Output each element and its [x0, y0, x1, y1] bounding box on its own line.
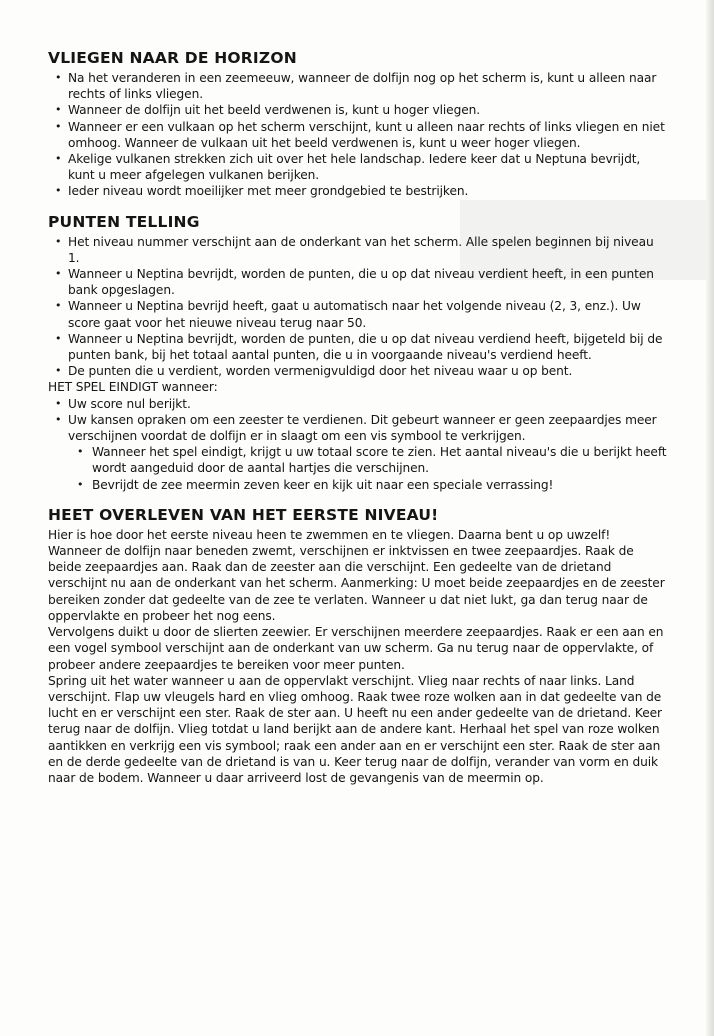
bullet-icon: •	[55, 103, 62, 117]
list-item: • Het niveau nummer verschijnt aan de onderkant van het scherm. Alle spelen beginnen bij niveau 1.	[55, 234, 654, 265]
bullet-icon: •	[77, 445, 84, 459]
list-item: • De punten die u verdient, worden vermenigvuldigd door het niveau waar u op bent.	[55, 364, 573, 379]
bullet-icon: •	[55, 412, 62, 426]
list-item: • Akelige vulkanen strekken zich uit over het hele landschap. Iedere keer dat u Neptuna bevrijdt, kunt u meer afgelegen vulkanen berijken.	[55, 152, 641, 183]
list-item: • Wanneer u Neptina bevrijdt, worden de punten, die u op dat niveau verdiend heeft, bijgeteld bij de punten bank, bij het totaal aantal punten, die u in voorgaande niveau's verdiend heeft.	[55, 331, 663, 363]
game-end-list	[48, 396, 668, 445]
list-item: • Wanneer u Neptina bevrijdt, worden de punten, die u op dat niveau verdient heeft, in een punten bank opgeslagen.	[55, 267, 654, 298]
page-edge	[706, 0, 714, 1036]
bullet-icon: •	[55, 119, 62, 133]
section-scoring	[48, 212, 668, 493]
section-heading: VLIEGEN NAAR DE HORIZON	[48, 49, 297, 67]
paragraph: Vervolgens duikt u door de slierten zeewier. Er verschijnen meerdere zeepaardjes. Raak er een aan en een vogel symbool verschijnt aan de onderkant van uw scherm. Ga nu terug naar de oppervlakte, of probeer andere zeepaardjes te bereiken voor meer punten.	[48, 625, 664, 672]
list-item: • Bevrijdt de zee meermin zeven keer en kijk uit naar een speciale verrassing!	[77, 477, 554, 492]
bullet-icon: •	[55, 331, 62, 345]
paragraph: Hier is hoe door het eerste niveau heen te zwemmen en te vliegen. Daarna bent u op uwzelf!	[48, 527, 611, 542]
list-item: • Wanneer het spel eindigt, krijgt u uw totaal score te zien. Het aantal niveau's die u berijkt heeft wordt aangeduid door de aantal hartjes die verschijnen.	[77, 445, 667, 476]
section-flying	[48, 48, 668, 200]
bullet-icon: •	[55, 184, 62, 198]
sub-bullet-list	[48, 444, 668, 493]
list-item: • Wanneer u Neptina bevrijd heeft, gaat u automatisch naar het volgende niveau (2, 3, enz.). Uw score gaat voor het nieuwe niveau terug naar 50.	[55, 299, 641, 330]
list-item: • Ieder niveau wordt moeilijker met meer grondgebied te bestrijken.	[55, 184, 469, 199]
list-item: • Wanneer de dolfijn uit het beeld verdwenen is, kunt u hoger vliegen.	[55, 103, 480, 118]
bullet-icon: •	[55, 152, 62, 166]
bullet-icon: •	[55, 267, 62, 281]
bullet-icon: •	[55, 71, 62, 84]
list-item: • Wanneer er een vulkaan op het scherm verschijnt, kunt u alleen naar rechts of links vliegen en niet omhoog. Wanneer de vulkaan uit het beeld verdwenen is, kunt u weer hoger vliegen.	[55, 119, 665, 150]
list-item: • Uw score nul berijkt.	[55, 396, 191, 411]
bullet-icon: •	[55, 299, 62, 313]
bullet-list	[48, 70, 668, 200]
bullet-icon: •	[55, 364, 62, 378]
paragraph: Wanneer de dolfijn naar beneden zwemt, verschijnen er inktvissen en twee zeepaardjes. Raak de beide zeepaardjes aan. Raak dan de zeester aan die verschijnt. Een gedeelte van de drietand verschijnt nu aan de onderkant van het scherm. Aanmerking: U moet beide zeepaardjes en de zeester bereiken zonder dat gedeelte van de zee te verlaten. Wanneer u dat niet lukt, ga dan terug naar de oppervlakte en probeer het nog eens.	[48, 544, 665, 623]
section-heading: PUNTEN TELLING	[48, 212, 200, 231]
paragraph: Spring uit het water wanneer u aan de oppervlakt verschijnt. Vlieg naar rechts of naar links. Land verschijnt. Flap uw vleugels hard en vlieg omhoog. Raak twee roze wolken aan in dat gedeelte van de lucht en er verschijnt een ster. Raak de ster aan. U heeft nu een ander gedeelte van de drietand. Keer terug naar de dolfijn. Vlieg totdat u land berijkt aan de andere kant. Herhaal het spel van roze wolken aantikken en verkrijg een vis symbool; raak een ander aan en er verschijnt een ster. Raak de ster aan en de derde gedeelte van de drietand is van u. Keer terug naar de dolfijn, verander van vorm en duik naar de bodem. Wanneer u daar arriveerd lost de gevangenis van de meermin op.	[48, 673, 662, 785]
section-first-level	[48, 505, 668, 786]
bullet-list	[48, 234, 668, 380]
section-heading: HEET OVERLEVEN VAN HET EERSTE NIVEAU!	[48, 505, 439, 524]
game-ends-label: HET SPEL EINDIGT wanneer:	[48, 380, 218, 395]
manual-page	[48, 48, 668, 796]
bullet-icon: •	[77, 477, 84, 491]
list-item: • Na het veranderen in een zeemeeuw, wanneer de dolfijn nog op het scherm is, kunt u alleen naar rechts of links vliegen.	[55, 71, 657, 102]
bullet-icon: •	[55, 396, 62, 410]
bullet-icon: •	[55, 234, 62, 248]
list-item: • Uw kansen opraken om een zeester te verdienen. Dit gebeurt wanneer er geen zeepaardjes meer verschijnen voordat de dolfijn er in slaagt om een vis symbool te verkrijgen.	[55, 412, 657, 444]
